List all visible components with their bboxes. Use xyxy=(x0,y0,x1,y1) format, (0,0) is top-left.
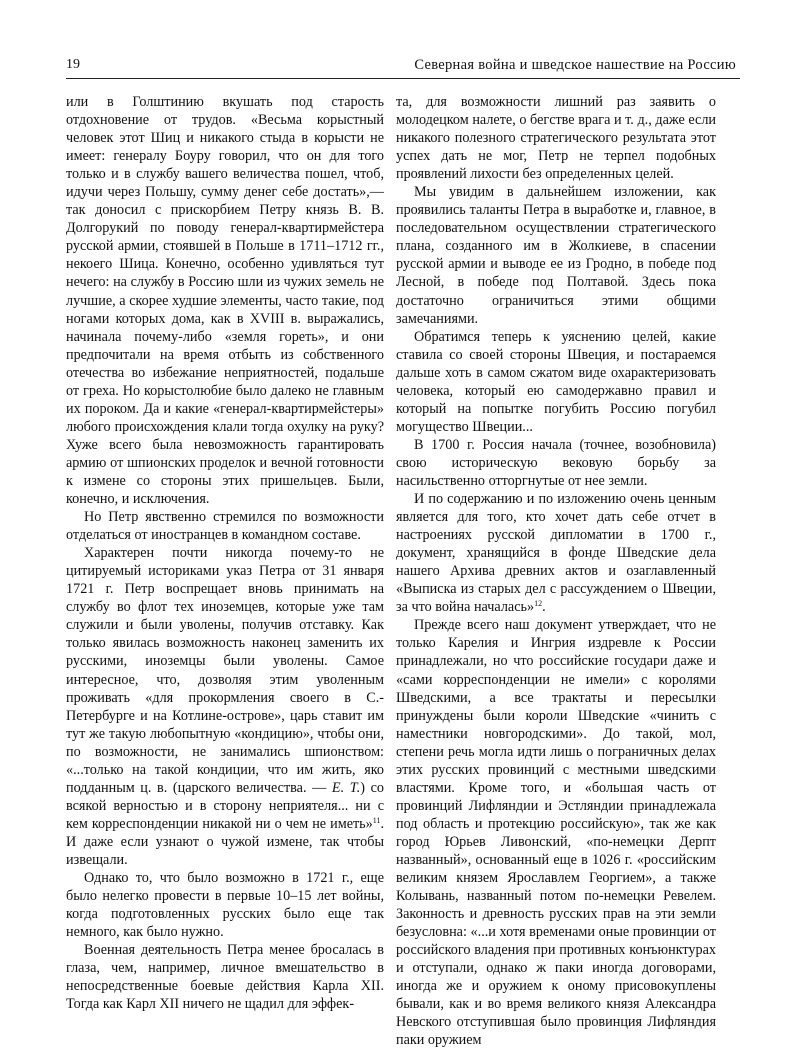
left-text-column xyxy=(66,93,384,1013)
paragraph: Прежде всего наш документ утверждает, что не только Карелия и Ингрия издревле к России принадлежали, но что российские государи даже и «сами корреспонденции не имели» с королями Шведскими, а все трактаты и пересылки принуждены были короли Шведские «чинить с наместники новгородскими». До такой, мол, степени речь могла идти лишь о пограничных делах этих русских провинций с местными шведскими властями. Кроме того, и «большая часть от провинций Лифляндии и Эстляндии принадлежала под область и протекцию российскую», так же как город Юрьев Ливонский, «по-немецки Дерпт названный», основанный еще в 1026 г. «российским великим князем Ярославлем Георгием», а также Колывань, названный потом по-немецки Ревелем. Законность и древность русских прав на эти земли безусловна: «...и хотя временами оные провинции от российского владения при противных конъюнктурах и отступали, однако ж паки иногда договорами, иногда же и оружием к оному присовокуплены бывали, как и во время великого князя Александра Невского отступившая было провинция Лифляндия паки оружием xyxy=(396,617,716,1049)
paragraph: В 1700 г. Россия начала (точнее, возобновила) свою историческую вековую борьбу за насильственно отторгнутые от нее земли. xyxy=(396,436,716,489)
paragraph-text: И по содержанию и по изложению очень ценным является для того, кто хочет дать себе отчет в настроениях русской дипломатии в 1700 г., документ, хранящийся в фонде Шведские дела нашего Архива древних актов и озаглавленный «Выписка из старых дел с рассуждением о Швеции, за что война началась» xyxy=(396,491,716,616)
footnote-ref[interactable]: 12 xyxy=(534,599,543,609)
author-initials: Е. Т. xyxy=(331,779,361,796)
running-title: Северная война и шведское нашествие на Россию xyxy=(414,57,736,73)
right-text-column xyxy=(396,93,716,1049)
paragraph-text: . xyxy=(542,599,546,616)
paragraph: Но Петр явственно стремился по возможности отделаться от иностранцев в командном составе. xyxy=(66,509,384,544)
paragraph: Мы увидим в дальнейшем изложении, как проявились таланты Петра в выработке и, главное, в последовательном осуществлении стратегического плана, созданного им в Жолкиеве, в спасении русской армии и выводе ее из Гродно, в победе под Лесной, в победе под Полтавой. Здесь пока достаточно ограничиться этими общими замечаниями. xyxy=(396,184,716,327)
paragraph-text: ) со всякой верностью и в сторону неприятеля... ни с кем корреспонденции никакой ни о чем не иметь» xyxy=(66,779,384,832)
paragraph xyxy=(396,490,716,616)
paragraph-text: Характерен почти никогда почему-то не цитируемый историками указ Петра от 31 января 1721 г. Петр воспрещает вновь принимать на службу во флот тех иноземцев, которые уже там служили и были уволены, получив отставку. Как только явилась возможность наконец заменить их русскими, иноземцы были уволены. Самое интересное, что, дозволяя этим уволенным проживать «для прокормления своего в С.-Петербурге и на Котлине-острове», царь ставит им тут же такую любопытную «кондицию», чтобы они, по возможности, не занимались шпионством: «...только на такой кондиции, что им жить, яко подданным ц. в. (царского величества. — xyxy=(66,545,384,796)
page-header xyxy=(66,56,740,79)
footnote-ref[interactable]: 11 xyxy=(372,815,381,825)
paragraph-text: . И даже если узнают о чужой измене, так чтобы извещали. xyxy=(66,815,384,868)
paragraph: Однако то, что было возможно в 1721 г., еще было нелегко провести в первые 10–15 лет войны, когда подготовленных русских было еще так немного, как было нужно. xyxy=(66,870,384,941)
page-number: 19 xyxy=(66,57,80,72)
paragraph: Военная деятельность Петра менее бросалась в глаза, чем, например, личное вмешательство в непосредственные боевые действия Карла XII. Тогда как Карл XII ничего не щадил для эффек- xyxy=(66,942,384,1013)
paragraph: та, для возможности лишний раз заявить о молодецком налете, о бегстве врага и т. д., даже если никакого полезного стратегического результата этот успех дать не мог, Петр не терпел подобных проявлений лихости без определенных целей. xyxy=(396,94,716,183)
paragraph xyxy=(66,544,384,869)
paragraph: или в Голштинию вкушать под старость отдохновение от трудов. «Весьма корыстный человек этот Шиц и никакого стыда в корысти не имеет: генералу Боуру говорил, что он для того только и в службу вашего величества пошел, чтоб, идучи через Польшу, сумму денег себе достать»,— так доносил с прискорбием Петру князь В. В. Долгорукий по поводу генерал-квартирмейстера русской армии, стоявшей в Польше в 1711–1712 гг., некоего Шица. Конечно, особенно удивляться тут нечего: на службу в Россию шли из чужих земель не лучшие, а скорее худшие элементы, часто такие, под ногами которых дома, как в XVIII в. выражались, начинала почему-либо «земля гореть», и они предпочитали на время отбыть из собственного отечества во избежание неприятностей, подальше от греха. Но корыстолюбие было далеко не главным их пороком. Да и какие «генерал-квартирмейстеры» любого происхождения клали тогда охулку на руку? Хуже всего была невозможность гарантировать армию от шпионских проделок и вечной готовности к измене со стороны этих пришельцев. Были, конечно, и исключения. xyxy=(66,94,384,508)
paragraph: Обратимся теперь к уяснению целей, какие ставила со своей стороны Швеция, и постараемся дальше хоть в самом сжатом виде охарактеризовать человека, который ею самодержавно правил и который на попытке погубить Россию погубил могущество Швеции... xyxy=(396,328,716,435)
